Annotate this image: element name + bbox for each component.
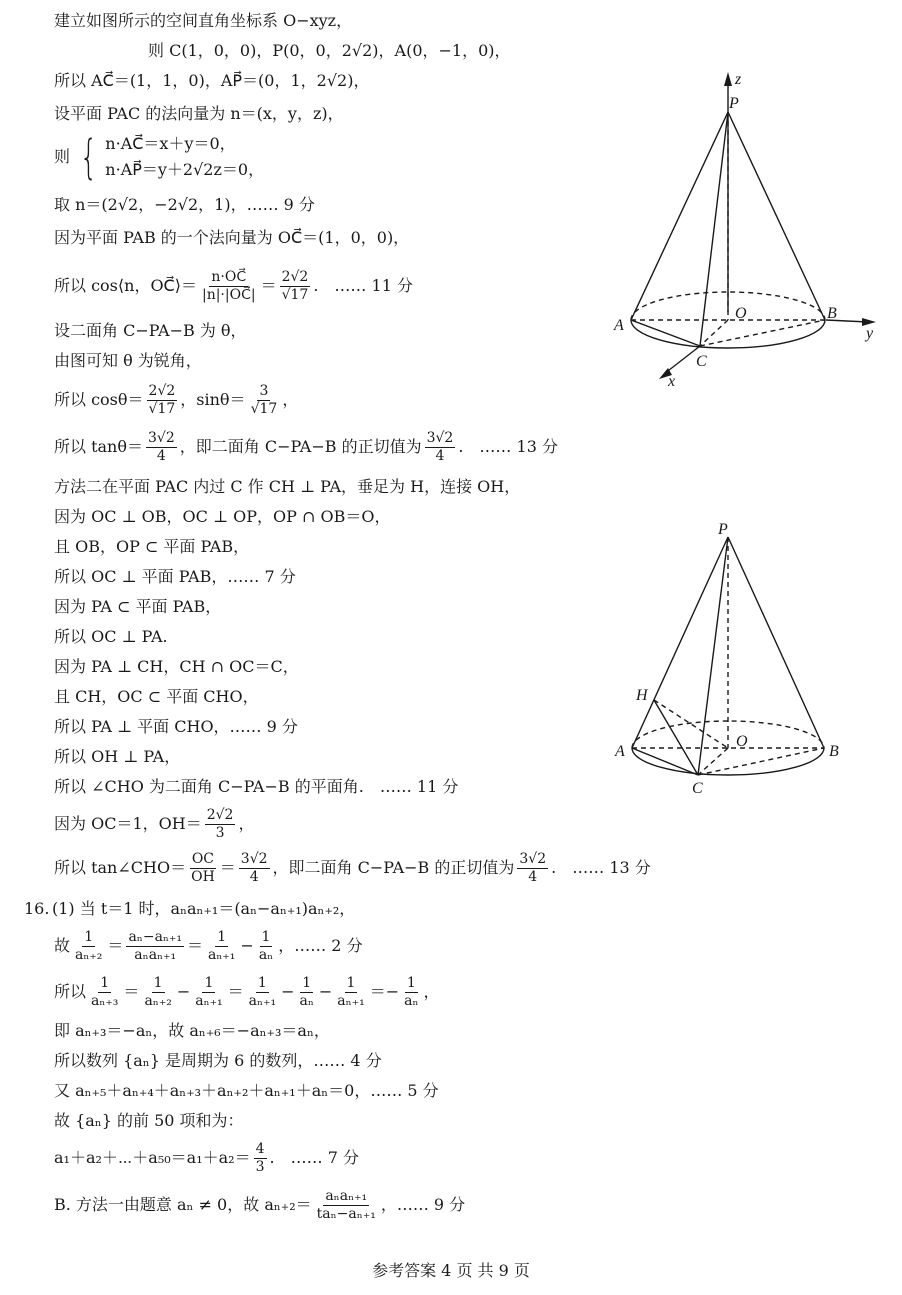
edge-HC (654, 700, 698, 775)
cone-figure-1 (600, 60, 890, 395)
text: 因为 OC＝1，OH＝ (54, 814, 202, 833)
equation: n·AP⃗＝y＋2√2z＝0， (105, 160, 265, 179)
edge-PB (728, 112, 825, 320)
text-line: 因为 PA ⊂ 平面 PAB， (54, 597, 222, 616)
text-line: 方法二在平面 PAC 内过 C 作 CH ⊥ PA，垂足为 H，连接 OH， (54, 477, 521, 496)
text-line: 建立如图所示的空间直角坐标系 O−xyz， (54, 11, 353, 30)
edge-CB (698, 748, 824, 775)
label-P: P (718, 521, 728, 538)
label-C: C (692, 780, 703, 797)
text-line: 由图可知 θ 为锐角， (54, 351, 202, 370)
text-line: 因为平面 PAB 的一个法向量为 OC⃗＝(1，0，0)， (54, 228, 410, 247)
text-line: 所以 OH ⊥ PA， (54, 747, 181, 766)
text: ， (423, 982, 440, 1001)
edge-HO (654, 700, 728, 748)
text-line: 所以 OC ⊥ 平面 PAB，…… 7 分 (54, 567, 296, 586)
text-line: 即 aₙ₊₃＝−aₙ，故 aₙ₊₆＝−aₙ₊₃＝aₙ， (54, 1021, 330, 1040)
text-line: 所以 ∠CHO 为二面角 C−PA−B 的平面角. …… 11 分 (54, 777, 459, 796)
fraction: $\frac{\text{aₙ−aₙ₊₁}}{\text{aₙaₙ₊₁}}$ (128, 928, 182, 963)
text-line: 所以数列 {aₙ} 是周期为 6 的数列，…… 4 分 (54, 1051, 382, 1070)
edge-OC (700, 320, 728, 346)
z-arrow (724, 72, 732, 86)
fraction: $\frac{3√2}{4}$ (426, 429, 454, 464)
formula-line (54, 802, 254, 846)
text: ，…… 2 分 (278, 936, 363, 955)
text: . …… 7 分 (269, 1148, 359, 1167)
text-line: 又 aₙ₊₅＋aₙ₊₄＋aₙ₊₃＋aₙ₊₂＋aₙ₊₁＋aₙ＝0，…… 5 分 (54, 1081, 439, 1100)
text: 所以 cos⟨n，OC⃗⟩＝ (54, 276, 197, 295)
text: − (281, 982, 295, 1001)
label-y: y (866, 325, 874, 342)
text: ，即二面角 C−PA−B 的正切值为 (272, 858, 515, 877)
text: B. 方法一由题意 aₙ ≠ 0，故 aₙ₊₂＝ (54, 1195, 312, 1214)
text-line: 设平面 PAC 的法向量为 n＝(x，y，z)， (54, 104, 344, 123)
fraction: $\frac{\text{aₙaₙ₊₁}}{\text{taₙ−aₙ₊₁}}$ (316, 1187, 376, 1222)
text-lead: 则 (54, 147, 71, 166)
base-front-arc (632, 748, 824, 775)
fraction: $\frac{3}{√17}$ (250, 382, 278, 417)
text: − (240, 936, 254, 955)
formula-line (54, 378, 298, 422)
fraction: $\frac{1}{\text{aₙ}}$ (258, 928, 274, 963)
fraction: $\frac{1}{\text{aₙ₊₂}}$ (75, 928, 103, 963)
label-O: O (736, 733, 748, 750)
text: ＝ (123, 982, 140, 1001)
base-front-arc (631, 320, 825, 348)
text-line: 所以 PA ⊥ 平面 CHO，…… 9 分 (54, 717, 298, 736)
text: 所以 (54, 982, 87, 1001)
equation: n·AC⃗＝x＋y＝0， (105, 134, 236, 153)
fraction: $\frac{2√2}{√17}$ (148, 382, 176, 417)
base-back-arc (632, 721, 824, 748)
label-B: B (829, 743, 839, 760)
text: ，即二面角 C−PA−B 的正切值为 (179, 437, 422, 456)
text: − (176, 982, 191, 1001)
text: ， (282, 390, 299, 409)
fraction: $\frac{1}{\text{aₙ₊₁}}$ (248, 974, 277, 1009)
text-line: 故 {aₙ} 的前 50 项和为： (54, 1111, 244, 1130)
fraction: $\frac{3√2}{4}$ (519, 850, 547, 885)
formula-line (54, 846, 651, 890)
label-z: z (735, 71, 742, 88)
label-P: P (729, 95, 739, 112)
formula-line (54, 1183, 465, 1227)
text: ，sinθ＝ (180, 390, 246, 409)
fraction: $\frac{1}{\text{aₙ}}$ (404, 974, 419, 1009)
text-line: 且 CH，OC ⊂ 平面 CHO， (54, 687, 259, 706)
cone-figure-2 (600, 515, 870, 800)
text: . …… 11 分 (313, 276, 413, 295)
text: ＝ (186, 936, 203, 955)
text-line: 因为 OC ⊥ OB，OC ⊥ OP，OP ∩ OB＝O， (54, 507, 391, 526)
formula-line (54, 970, 440, 1014)
brace-symbol: { (79, 130, 98, 184)
fraction: $\frac{3√2}{4}$ (240, 850, 268, 885)
question-number: 16. (24, 899, 50, 918)
text-line: 取 n＝(2√2，−2√2，1)，…… 9 分 (54, 195, 315, 214)
label-x: x (668, 373, 676, 390)
text: ＝ (107, 936, 124, 955)
label-H: H (636, 687, 648, 704)
edge-PA (631, 112, 728, 320)
text-line: 设二面角 C−PA−B 为 θ， (54, 321, 247, 340)
edge-OC (698, 748, 728, 775)
label-B: B (827, 305, 837, 322)
label-A: A (614, 317, 624, 334)
edge-AC (632, 748, 698, 775)
text-line: 且 OB，OP ⊂ 平面 PAB， (54, 537, 250, 556)
fraction: $\frac{2√2}{√17}$ (281, 268, 309, 303)
text: ＝− (369, 982, 400, 1001)
text: 所以 tan∠CHO＝ (54, 858, 187, 877)
text-line: 所以 AC⃗＝(1，1，0)，AP⃗＝(0，1，2√2)， (54, 71, 370, 90)
text: ，…… 9 分 (380, 1195, 466, 1214)
edge-PB (728, 537, 824, 748)
formula-line (54, 425, 558, 469)
fraction: $\frac{2√2}{3}$ (206, 806, 234, 841)
text: a₁＋a₂＋⋯＋a₅₀＝a₁＋a₂＝ (54, 1148, 251, 1167)
formula-line (54, 1136, 359, 1180)
fraction: $\frac{1}{\text{aₙ₊₁}}$ (208, 928, 236, 963)
formula-line (54, 264, 413, 308)
text: ＝ (219, 858, 236, 877)
page-footer: 参考答案 4 页 共 9 页 (372, 1261, 530, 1280)
text: . …… 13 分 (551, 858, 651, 877)
text: ， (238, 814, 255, 833)
label-C: C (696, 353, 707, 370)
edge-CB (700, 320, 825, 346)
text-line: (1) 当 t＝1 时，aₙaₙ₊₁＝(aₙ−aₙ₊₁)aₙ₊₂， (52, 899, 356, 918)
text-line: 所以 OC ⊥ PA. (54, 627, 168, 646)
fraction: $\frac{3√2}{4}$ (148, 429, 175, 464)
fraction: $\frac{1}{\text{aₙ₊₂}}$ (144, 974, 172, 1009)
label-A: A (615, 743, 625, 760)
fraction: $\frac{1}{\text{aₙ₊₁}}$ (195, 974, 223, 1009)
formula-line (54, 924, 363, 968)
text: . …… 13 分 (458, 437, 558, 456)
text-line: 因为 PA ⊥ CH，CH ∩ OC＝C， (54, 657, 299, 676)
text: ＝ (227, 982, 244, 1001)
edge-PC (698, 537, 728, 775)
label-O: O (735, 305, 747, 322)
fraction: $\frac{OC}{OH}$ (191, 850, 215, 885)
fraction: $\frac{4}{3}$ (255, 1140, 265, 1175)
edge-PC (700, 112, 728, 346)
text: − (318, 982, 333, 1001)
fraction: $\frac{n\cdot OC⃗}{|n|\cdot|OC⃗|}$ (201, 268, 256, 303)
text: ＝ (260, 276, 277, 295)
equation-system (54, 131, 264, 183)
text: 故 (54, 936, 71, 955)
fraction: $\frac{1}{\text{aₙ}}$ (299, 974, 314, 1009)
text: 所以 cosθ＝ (54, 390, 144, 409)
x-axis (664, 346, 700, 374)
text-line: 则 C(1，0，0)，P(0，0，2√2)，A(0，−1，0)， (148, 41, 511, 60)
text: 所以 tanθ＝ (54, 437, 143, 456)
fraction: $\frac{1}{\text{aₙ₊₃}}$ (91, 974, 119, 1009)
fraction: $\frac{1}{\text{aₙ₊₁}}$ (337, 974, 365, 1009)
